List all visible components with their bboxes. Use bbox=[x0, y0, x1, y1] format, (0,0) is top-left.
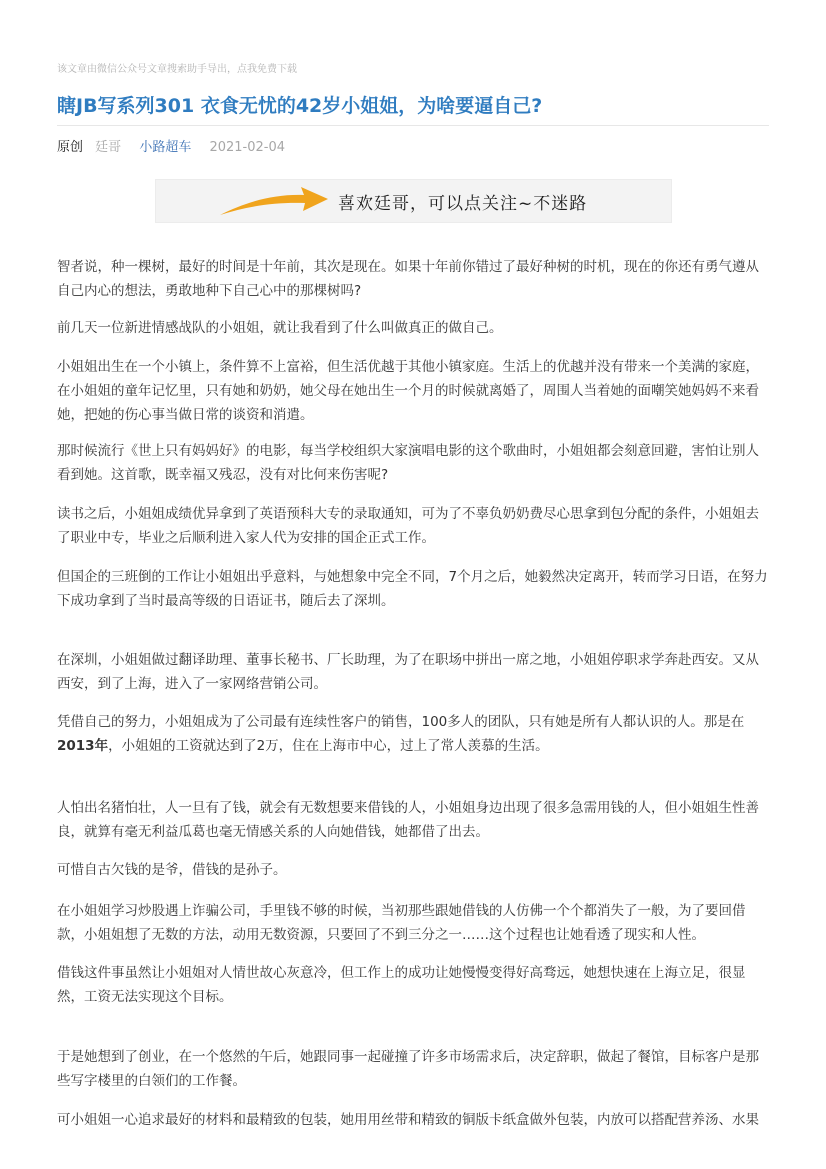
paragraph: 那时候流行《世上只有妈妈好》的电影，每当学校组织大家演唱电影的这个歌曲时，小姐姐都会刻意回避，害怕让别人看到她。这首歌，既幸福又残忍，没有对比何来伤害呢? bbox=[57, 443, 759, 483]
paragraph: 借钱这件事虽然让小姐姐对人情世故心灰意冷，但工作上的成功让她慢慢变得好高骛远，她想快速在上海立足，很显然，工资无法实现这个目标。 bbox=[57, 965, 746, 1005]
publish-date: 2021-02-04 bbox=[209, 140, 286, 155]
article-title: 瞎JB写系列301 衣食无忧的42岁小姐姐，为啥要逼自己? bbox=[57, 95, 543, 117]
paragraph bbox=[57, 710, 769, 758]
article-meta bbox=[57, 139, 285, 157]
paragraph: 但国企的三班倒的工作让小姐姐出乎意料，与她想象中完全不同，7个月之后，她毅然决定离开，转而学习日语，在努力下成功拿到了当时最高等级的日语证书，随后去了深圳。 bbox=[57, 569, 768, 609]
paragraph-text: 凭借自己的努力，小姐姐成为了公司最有连续性客户的销售，100多人的团队，只有她是所有人都认识的人。那是在 bbox=[57, 714, 745, 730]
swoosh-arrow-icon bbox=[218, 182, 330, 222]
paragraph: 在深圳，小姐姐做过翻译助理、董事长秘书、厂长助理，为了在职场中拼出一席之地，小姐姐停职求学奔赴西安。又从西安，到了上海，进入了一家网络营销公司。 bbox=[57, 652, 759, 692]
paragraph: 读书之后，小姐姐成绩优异拿到了英语预科大专的录取通知，可为了不辜负奶奶费尽心思拿到包分配的条件，小姐姐去了职业中专，毕业之后顺利进入家人代为安排的国企正式工作。 bbox=[57, 506, 759, 546]
original-label: 原创 bbox=[57, 140, 84, 155]
account-link[interactable]: 小路超车 bbox=[139, 140, 192, 155]
paragraph-text: ，小姐姐的工资就达到了2万，住在上海市中心，过上了常人羡慕的生活。 bbox=[108, 738, 549, 754]
paragraph: 于是她想到了创业，在一个悠然的午后，她跟同事一起碰撞了许多市场需求后，决定辞职，做起了餐馆，目标客户是那些写字楼里的白领们的工作餐。 bbox=[57, 1049, 759, 1089]
paragraph: 小姐姐出生在一个小镇上，条件算不上富裕，但生活优越于其他小镇家庭。生活上的优越并没有带来一个美满的家庭，在小姐姐的童年记忆里，只有她和奶奶，她父母在她出生一个月的时候就离婚了，周围人当着她的面嘲笑她妈妈不来看她，把她的伤心事当做日常的谈资和消遣。 bbox=[57, 359, 759, 423]
paragraph: 智者说，种一棵树，最好的时间是十年前，其次是现在。如果十年前你错过了最好种树的时机，现在的你还有勇气遵从自己内心的想法，勇敢地种下自己心中的那棵树吗? bbox=[57, 259, 759, 299]
paragraph: 在小姐姐学习炒股遇上诈骗公司，手里钱不够的时候，当初那些跟她借钱的人仿佛一个个都消失了一般，为了要回借款，小姐姐想了无数的方法，动用无数资源，只要回了不到三分之一……这个过程也让她看透了现实和人性。 bbox=[57, 903, 746, 943]
banner-text: 喜欢廷哥，可以点关注~不迷路 bbox=[338, 194, 588, 214]
paragraph: 可小姐姐一心追求最好的材料和最精致的包装，她用用丝带和精致的铜版卡纸盒做外包装，内放可以搭配营养汤、水果 bbox=[57, 1112, 759, 1128]
paragraph: 前几天一位新进情感战队的小姐姐，就让我看到了什么叫做真正的做自己。 bbox=[57, 320, 503, 336]
export-note-link[interactable]: 该文章由微信公众号文章搜索助手导出，点我免费下载 bbox=[57, 64, 297, 75]
paragraph: 人怕出名猪怕壮，人一旦有了钱，就会有无数想要来借钱的人，小姐姐身边出现了很多急需用钱的人，但小姐姐生性善良，就算有毫无利益瓜葛也毫无情感关系的人向她借钱，她都借了出去。 bbox=[57, 800, 759, 840]
author-name: 廷哥 bbox=[95, 140, 122, 155]
paragraph: 可惜自古欠钱的是爷，借钱的是孙子。 bbox=[57, 862, 287, 878]
title-divider bbox=[57, 125, 769, 126]
follow-banner bbox=[155, 179, 672, 223]
highlight-year: 2013年 bbox=[57, 738, 109, 754]
